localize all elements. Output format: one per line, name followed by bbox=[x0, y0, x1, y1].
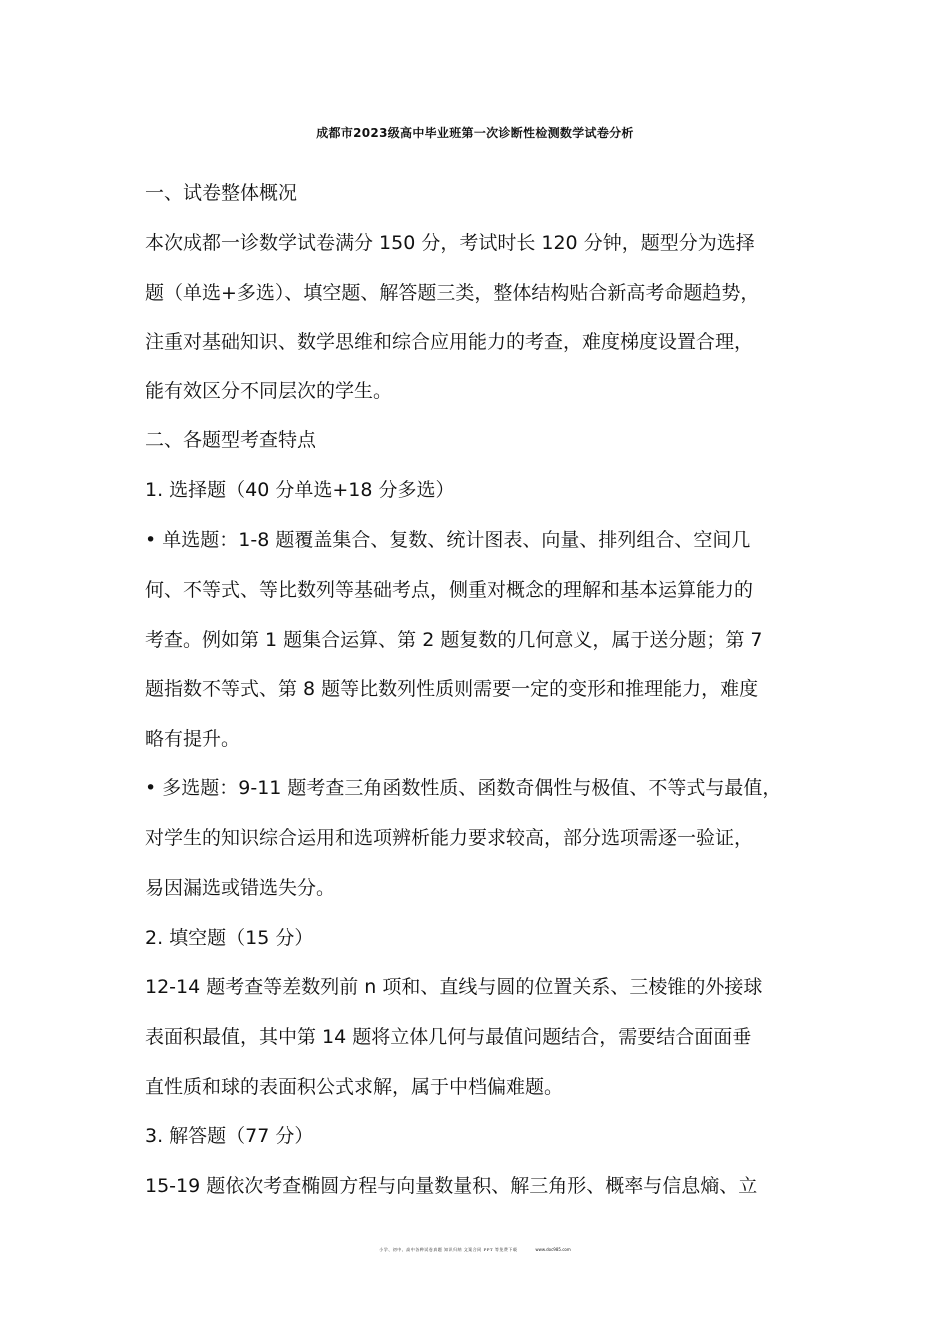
paragraph-line: • 多选题：9-11 题考查三角函数性质、函数奇偶性与极值、不等式与最值， bbox=[145, 777, 782, 799]
section-heading-question-types: 二、各题型考查特点 bbox=[145, 429, 317, 451]
paragraph-line: 题（单选+多选）、填空题、解答题三类，整体结构贴合新高考命题趋势， bbox=[145, 282, 760, 304]
paragraph-line: 能有效区分不同层次的学生。 bbox=[145, 380, 393, 402]
paragraph-line: • 单选题：1-8 题覆盖集合、复数、统计图表、向量、排列组合、空间几 bbox=[145, 529, 751, 551]
paragraph-line: 直性质和球的表面积公式求解，属于中档偏难题。 bbox=[145, 1076, 564, 1098]
paragraph-line: 题指数不等式、第 8 题等比数列性质则需要一定的变形和推理能力，难度 bbox=[145, 678, 759, 700]
subheading-choice: 1. 选择题（40 分单选+18 分多选） bbox=[145, 479, 455, 501]
paragraph-line: 表面积最值，其中第 14 题将立体几何与最值问题结合，需要结合面面垂 bbox=[145, 1026, 752, 1048]
paragraph-line: 注重对基础知识、数学思维和综合应用能力的考查，难度梯度设置合理， bbox=[145, 331, 754, 353]
paragraph-line: 何、不等式、等比数列等基础考点，侧重对概念的理解和基本运算能力的 bbox=[145, 579, 754, 601]
subheading-fill-in: 2. 填空题（15 分） bbox=[145, 927, 314, 949]
paragraph-line: 考查。例如第 1 题集合运算、第 2 题复数的几何意义，属于送分题；第 7 bbox=[145, 629, 763, 651]
paragraph-line: 15-19 题依次考查椭圆方程与向量数量积、解三角形、概率与信息熵、立 bbox=[145, 1175, 758, 1197]
paragraph-line: 本次成都一诊数学试卷满分 150 分，考试时长 120 分钟，题型分为选择 bbox=[145, 232, 755, 254]
paragraph-line: 易因漏选或错选失分。 bbox=[145, 877, 336, 899]
paragraph-line: 略有提升。 bbox=[145, 728, 241, 750]
subheading-answer: 3. 解答题（77 分） bbox=[145, 1125, 314, 1147]
paragraph-line: 12-14 题考查等差数列前 n 项和、直线与圆的位置关系、三棱锥的外接球 bbox=[145, 976, 763, 998]
footer-url-link[interactable]: www.doc985.com bbox=[535, 1247, 571, 1252]
section-heading-overview: 一、试卷整体概况 bbox=[145, 182, 298, 204]
footer-text: 小学、初中、高中各种试卷真题 知识归纳 文案合同 PPT 等免费下载 bbox=[379, 1247, 518, 1252]
page-footer bbox=[0, 1247, 950, 1253]
document-title: 成都市2023级高中毕业班第一次诊断性检测数学试卷分析 bbox=[316, 126, 634, 140]
paragraph-line: 对学生的知识综合运用和选项辨析能力要求较高，部分选项需逐一验证， bbox=[145, 827, 754, 849]
